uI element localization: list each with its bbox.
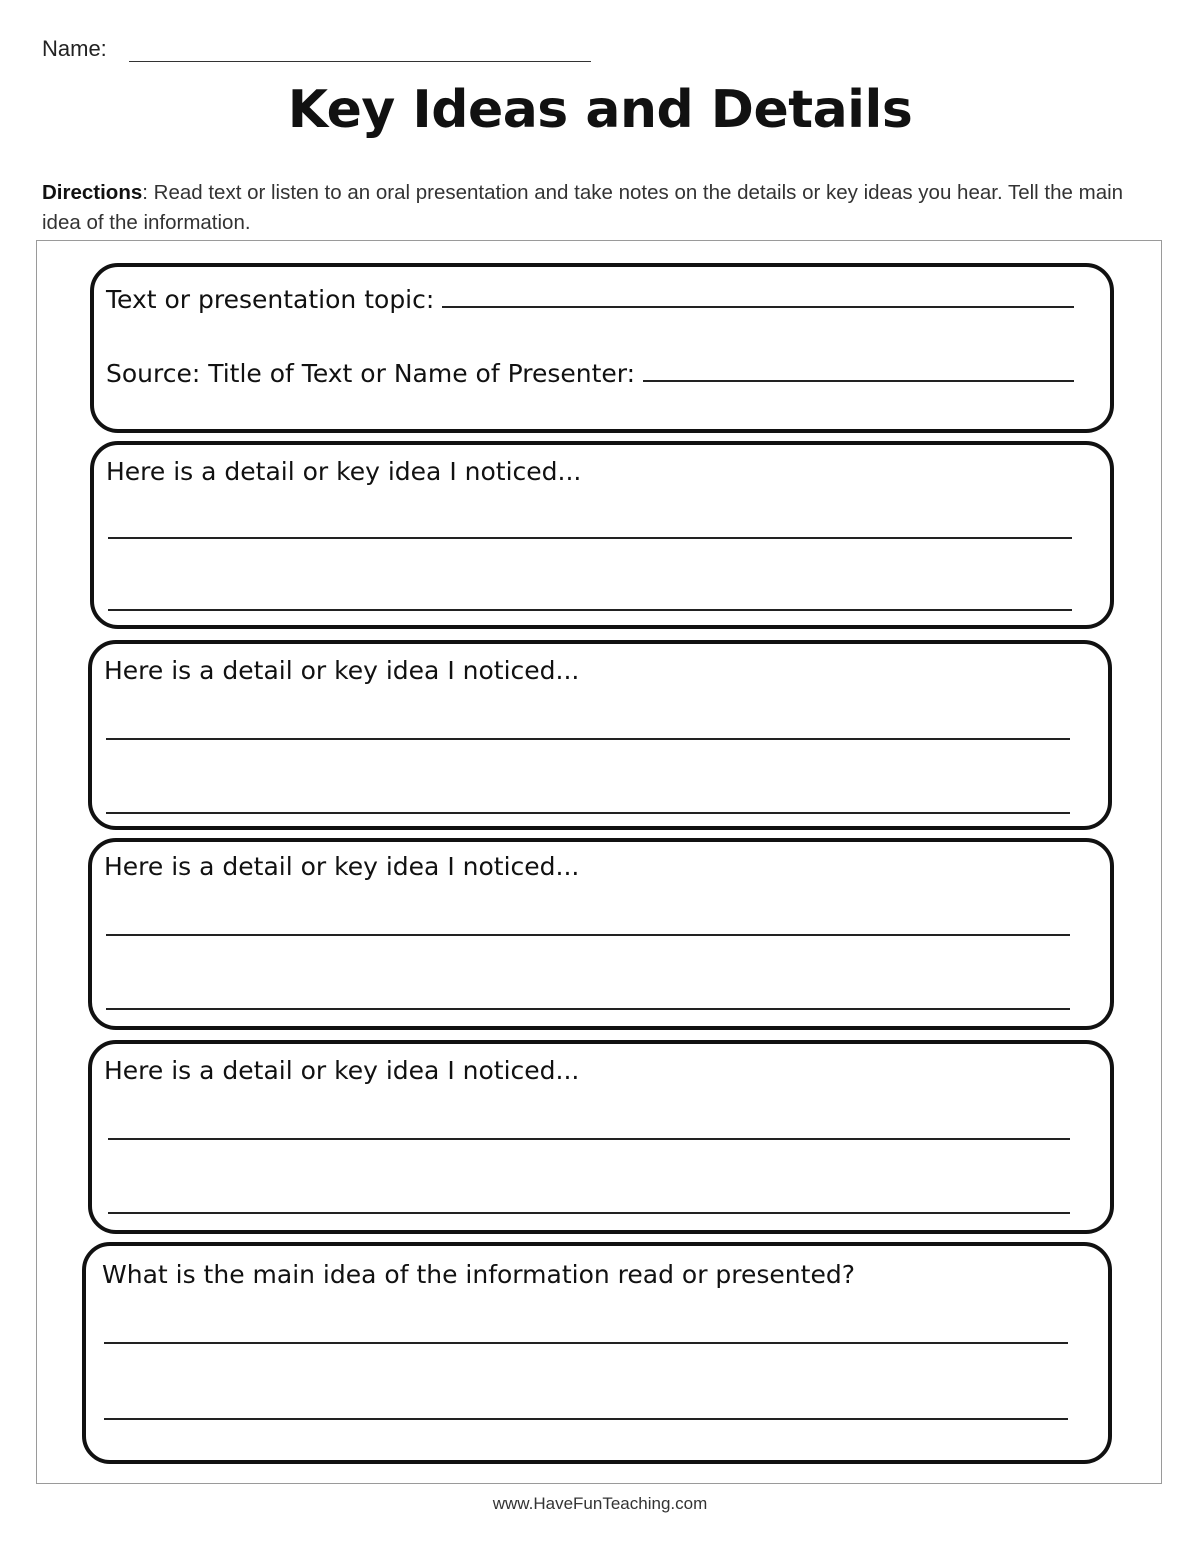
detail-3-line-1[interactable]	[106, 934, 1070, 936]
detail-prompt-3: Here is a detail or key idea I noticed...	[104, 852, 580, 881]
footer-website: www.HaveFunTeaching.com	[492, 1494, 708, 1513]
detail-2-line-2[interactable]	[106, 812, 1070, 814]
page-title: Key Ideas and Details	[287, 80, 913, 140]
main-idea-prompt: What is the main idea of the information read or presented?	[102, 1260, 855, 1289]
detail-box-3	[88, 838, 1114, 1030]
detail-1-line-1[interactable]	[108, 537, 1072, 539]
detail-prompt-1: Here is a detail or key idea I noticed...	[106, 457, 582, 486]
detail-2-line-1[interactable]	[106, 738, 1070, 740]
source-label: Source: Title of Text or Name of Presenter:	[106, 359, 636, 388]
name-label: Name:	[42, 36, 107, 61]
detail-box-1	[90, 441, 1114, 629]
main-idea-line-1[interactable]	[104, 1342, 1068, 1344]
main-idea-box	[82, 1242, 1112, 1464]
name-row	[42, 36, 591, 62]
detail-prompt-2: Here is a detail or key idea I noticed...	[104, 656, 580, 685]
detail-box-4	[88, 1040, 1114, 1234]
directions-text: : Read text or listen to an oral presentation and take notes on the details or key ideas you hear. Tell the main idea of the information.	[42, 181, 1124, 234]
main-idea-line-2[interactable]	[104, 1418, 1068, 1420]
directions	[42, 178, 1152, 238]
topic-label: Text or presentation topic:	[106, 285, 435, 314]
detail-4-line-1[interactable]	[108, 1138, 1070, 1140]
detail-3-line-2[interactable]	[106, 1008, 1070, 1010]
source-field[interactable]	[643, 380, 1074, 382]
source-row	[106, 359, 1074, 388]
topic-row	[106, 285, 1074, 314]
topic-field[interactable]	[442, 306, 1074, 308]
directions-label: Directions	[42, 181, 143, 204]
name-field[interactable]	[129, 39, 591, 62]
detail-box-2	[88, 640, 1112, 830]
detail-1-line-2[interactable]	[108, 609, 1072, 611]
detail-4-line-2[interactable]	[108, 1212, 1070, 1214]
topic-box	[90, 263, 1114, 433]
detail-prompt-4: Here is a detail or key idea I noticed...	[104, 1056, 580, 1085]
